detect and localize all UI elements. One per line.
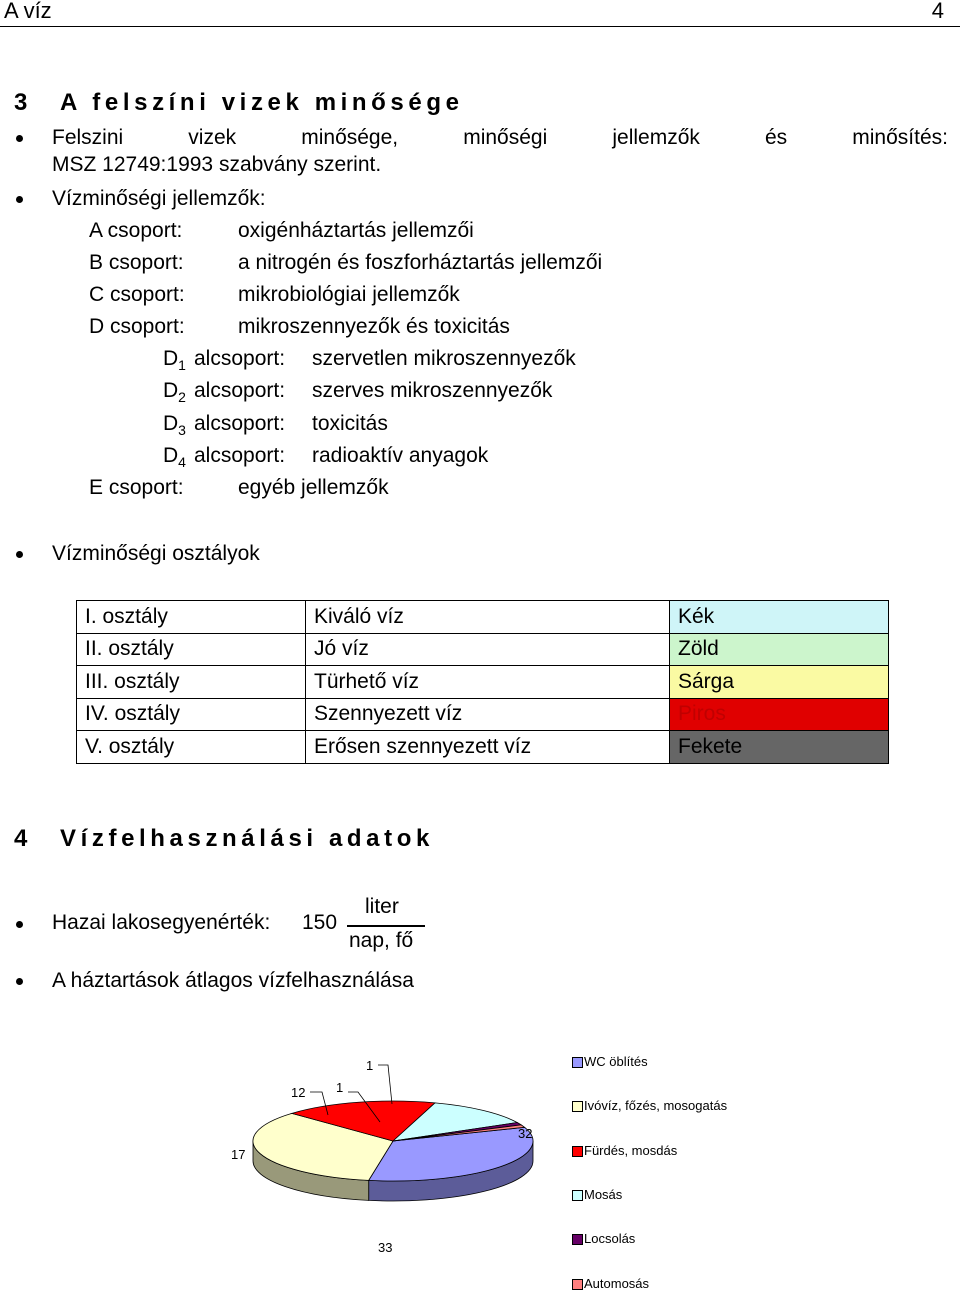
legend-label: Ivóvíz, főzés, mosogatás bbox=[584, 1098, 728, 1114]
group-desc: oxigénháztartás jellemzői bbox=[238, 219, 474, 242]
pie-leader-line bbox=[378, 1065, 392, 1104]
table-row bbox=[77, 666, 889, 699]
table-row bbox=[77, 698, 889, 731]
pie-value-label: 32 bbox=[518, 1126, 533, 1141]
legend-swatch bbox=[572, 1057, 583, 1068]
legend-swatch bbox=[572, 1146, 583, 1157]
class-cell: I. osztály bbox=[77, 601, 306, 634]
bullet bbox=[16, 978, 23, 985]
bullet bbox=[16, 551, 23, 558]
subgroup-label: alcsoport: bbox=[194, 379, 286, 402]
color-cell: Fekete bbox=[670, 731, 889, 764]
pie-value-label: 12 bbox=[291, 1085, 306, 1100]
section-3-number: 3 bbox=[14, 89, 32, 116]
bullet bbox=[16, 921, 23, 928]
bullet bbox=[16, 196, 23, 203]
quality-cell: Türhető víz bbox=[306, 666, 670, 699]
quality-cell: Szennyezett víz bbox=[306, 698, 670, 731]
group-label: B csoport: bbox=[89, 251, 184, 274]
section-3-title: A felszíni vizek minősége bbox=[60, 89, 464, 116]
fraction-denominator: nap, fő bbox=[349, 929, 414, 952]
water-class-table bbox=[76, 600, 889, 764]
chart-legend bbox=[572, 1054, 772, 1291]
legend-label: Fürdés, mosdás bbox=[584, 1142, 678, 1158]
group-desc: egyéb jellemzők bbox=[238, 476, 389, 499]
intro-word: jellemzők bbox=[612, 126, 700, 149]
subgroup-label: alcsoport: bbox=[194, 347, 286, 370]
section-4-number: 4 bbox=[14, 825, 32, 852]
subgroup-code: $D_3$ bbox=[163, 412, 186, 439]
class-cell: IV. osztály bbox=[77, 698, 306, 731]
legend-swatch bbox=[572, 1190, 583, 1201]
legend-swatch bbox=[572, 1101, 583, 1112]
table-row bbox=[77, 633, 889, 666]
legend-label: Automosás bbox=[584, 1275, 650, 1291]
legend-swatch bbox=[572, 1279, 583, 1290]
subgroup-code: $D_1$ bbox=[163, 347, 186, 374]
subgroup-code: $D_4$ bbox=[163, 444, 186, 471]
legend-swatch bbox=[572, 1234, 583, 1245]
intro-word: vizek bbox=[188, 126, 237, 149]
classes-title: Vízminőségi osztályok bbox=[52, 542, 260, 565]
jellemzok-title: Vízminőségi jellemzők: bbox=[52, 187, 266, 210]
page-number: 4 bbox=[931, 0, 944, 23]
section-4-title: Vízfelhasználási adatok bbox=[60, 825, 434, 852]
subgroup-label: alcsoport: bbox=[194, 444, 286, 467]
page-header bbox=[0, 0, 960, 27]
group-label: C csoport: bbox=[89, 283, 185, 306]
fraction-numerator: liter bbox=[365, 895, 399, 918]
hazai-label: Hazai lakosegyenérték: bbox=[52, 911, 271, 934]
intro-word: és bbox=[764, 126, 788, 149]
quality-cell: Kiváló víz bbox=[306, 601, 670, 634]
subgroup-code: $D_2$ bbox=[163, 379, 186, 406]
quality-cell: Jó víz bbox=[306, 633, 670, 666]
table-row bbox=[77, 601, 889, 634]
pie-value-label: 1 bbox=[336, 1080, 344, 1095]
legend-label: WC öblítés bbox=[584, 1054, 648, 1069]
group-label: E csoport: bbox=[89, 476, 184, 499]
household-water-use-pie bbox=[200, 1040, 570, 1270]
group-desc: mikrobiológiai jellemzők bbox=[238, 283, 460, 306]
hazai-value: 150 bbox=[302, 911, 338, 934]
pie-value-label: 1 bbox=[366, 1058, 374, 1073]
color-cell: Piros bbox=[670, 698, 889, 731]
avg-title: A háztartások átlagos vízfelhasználása bbox=[52, 969, 414, 992]
legend-label: Locsolás bbox=[584, 1231, 636, 1247]
group-desc: mikroszennyezők és toxicitás bbox=[238, 315, 510, 338]
class-cell: II. osztály bbox=[77, 633, 306, 666]
group-label: D csoport: bbox=[89, 315, 185, 338]
intro-word: minőségi bbox=[463, 126, 548, 149]
pie-value-label: 33 bbox=[378, 1240, 393, 1255]
subgroup-desc: radioaktív anyagok bbox=[312, 444, 489, 467]
class-cell: V. osztály bbox=[77, 731, 306, 764]
color-cell: Sárga bbox=[670, 666, 889, 699]
header-title: A víz bbox=[4, 0, 52, 23]
group-desc: a nitrogén és foszforháztartás jellemzői bbox=[238, 251, 603, 274]
intro-word: Felszini bbox=[52, 126, 124, 149]
bullet bbox=[16, 135, 23, 142]
legend-label: Mosás bbox=[584, 1186, 623, 1202]
color-cell: Kék bbox=[670, 601, 889, 634]
pie-value-label: 17 bbox=[231, 1147, 246, 1162]
subgroup-desc: szervetlen mikroszennyezők bbox=[312, 347, 576, 370]
subgroup-desc: toxicitás bbox=[312, 412, 388, 435]
intro-line-2: MSZ 12749:1993 szabvány szerint. bbox=[52, 153, 382, 176]
class-cell: III. osztály bbox=[77, 666, 306, 699]
subgroup-desc: szerves mikroszennyezők bbox=[312, 379, 553, 402]
intro-word: minősítés: bbox=[852, 126, 948, 149]
table-row bbox=[77, 731, 889, 764]
subgroup-label: alcsoport: bbox=[194, 412, 286, 435]
intro-line-1 bbox=[52, 126, 948, 150]
color-cell: Zöld bbox=[670, 633, 889, 666]
intro-word: minősége, bbox=[301, 126, 399, 149]
quality-cell: Erősen szennyezett víz bbox=[306, 731, 670, 764]
group-label: A csoport: bbox=[89, 219, 183, 242]
fraction-bar bbox=[347, 925, 425, 927]
